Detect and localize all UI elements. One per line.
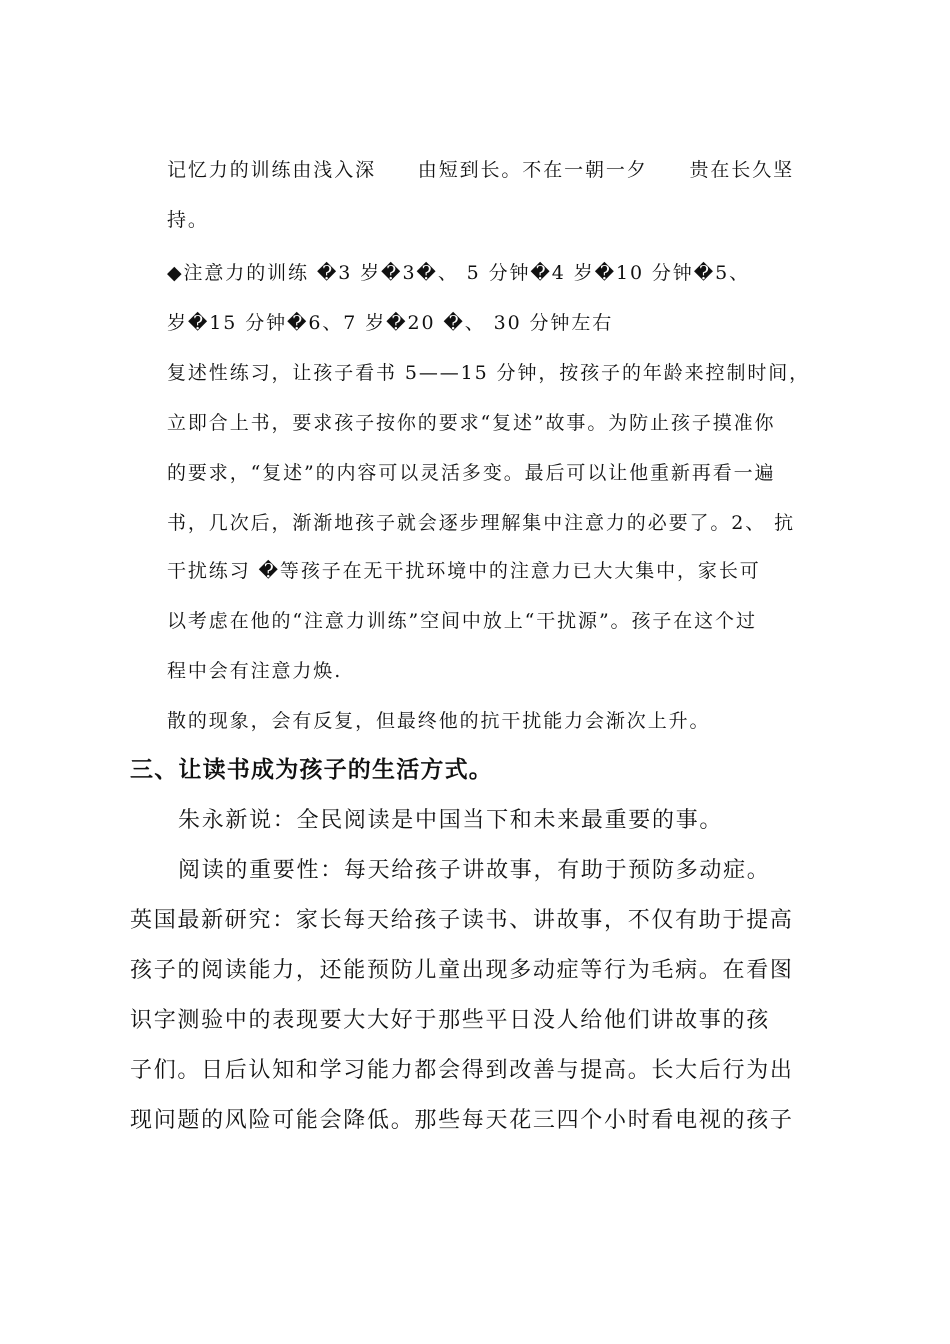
paragraph-line: 的要求，“复述”的内容可以灵活多变。最后可以让他重新再看一遍 xyxy=(167,462,776,484)
paragraph-line: 持。 xyxy=(167,209,209,231)
body-line: 现问题的风险可能会降低。那些每天花三四个小时看电视的孩子 xyxy=(130,1108,794,1133)
body-line: 阅读的重要性：每天给孩子讲故事，有助于预防多动症。 xyxy=(178,858,771,883)
paragraph-line: 岁�15 分钟�6、7 岁�20 �、 30 分钟左右 xyxy=(167,312,614,334)
paragraph-line: 立即合上书，要求孩子按你的要求“复述”故事。为防止孩子摸准你 xyxy=(167,412,776,434)
paragraph-line: 书，几次后，渐渐地孩子就会逐步理解集中注意力的必要了。2、 抗 xyxy=(167,512,796,534)
paragraph-line: 散的现象，会有反复，但最终他的抗干扰能力会渐次上升。 xyxy=(167,710,711,732)
section-heading: 三、让读书成为孩子的生活方式。 xyxy=(130,757,493,783)
paragraph-line: 复述性练习，让孩子看书 5——15 分钟，按孩子的年龄来控制时间， xyxy=(167,362,811,384)
paragraph-line: 程中会有注意力焕. xyxy=(167,660,343,682)
body-line: 子们。日后认知和学习能力都会得到改善与提高。长大后行为出 xyxy=(130,1058,794,1083)
paragraph-line: 干扰练习 �等孩子在无干扰环境中的注意力已大大集中，家长可 xyxy=(167,560,761,582)
body-line: 英国最新研究：家长每天给孩子读书、讲故事，不仅有助于提高 xyxy=(130,908,794,933)
paragraph-line: 以考虑在他的“注意力训练”空间中放上“干扰源”。孩子在这个过 xyxy=(167,610,757,632)
body-line: 朱永新说：全民阅读是中国当下和未来最重要的事。 xyxy=(178,808,724,833)
body-line: 孩子的阅读能力，还能预防儿童出现多动症等行为毛病。在看图 xyxy=(130,958,794,983)
paragraph-line: ◆注意力的训练 �3 岁�3�、 5 分钟�4 岁�10 分钟�5、 xyxy=(167,262,750,284)
paragraph-line: 记忆力的训练由浅入深 由短到长。不在一朝一夕 贵在长久坚 xyxy=(167,159,795,181)
body-line: 识字测验中的表现要大大好于那些平日没人给他们讲故事的孩 xyxy=(130,1008,770,1033)
